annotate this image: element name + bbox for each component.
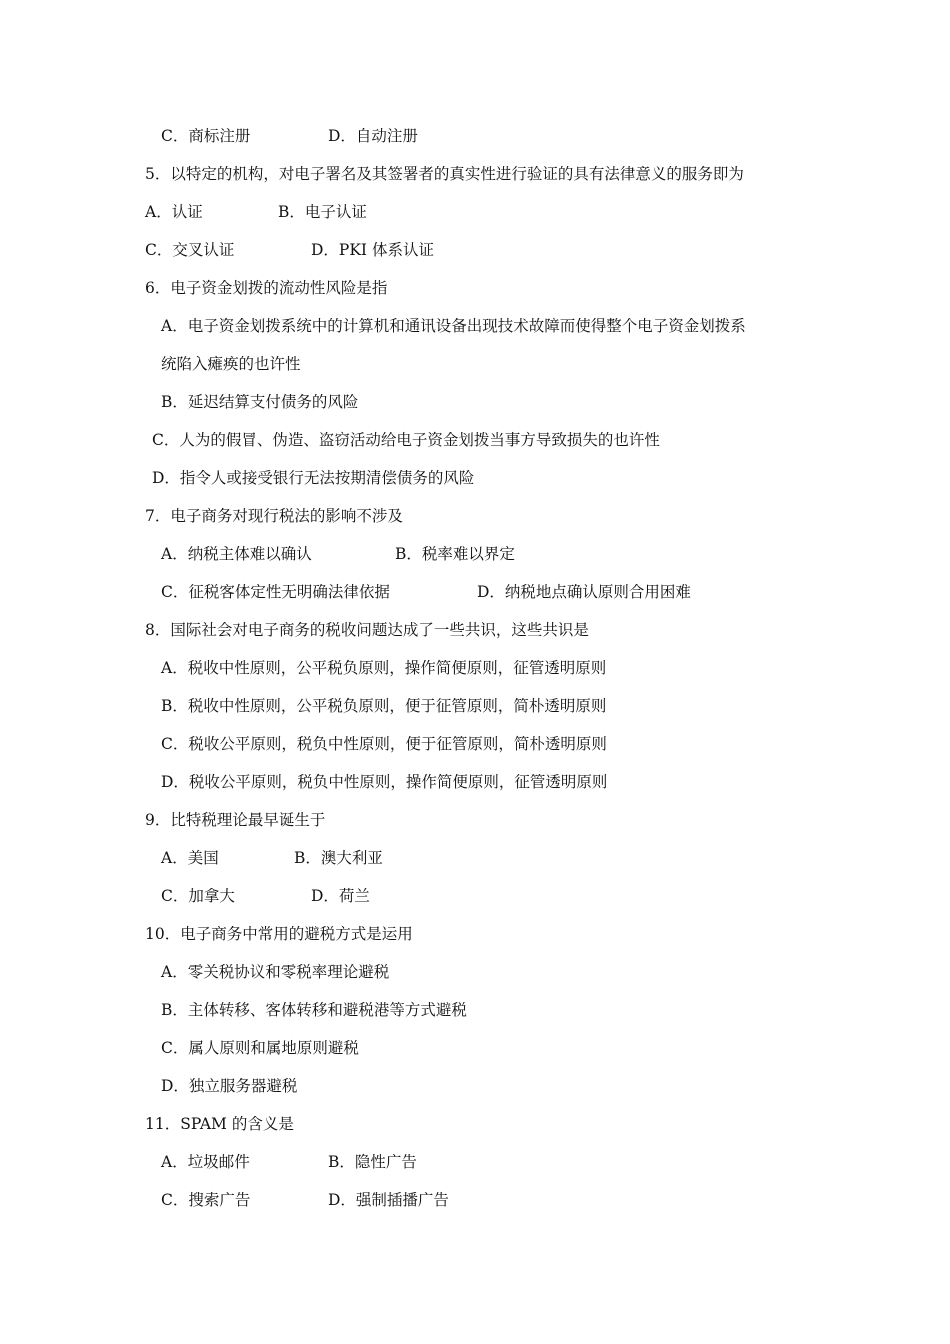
option-line [161,582,691,602]
option-d: D．税收公平原则，税负中性原则，操作简便原则，征管透明原则 [161,773,608,791]
option-b: B．电子认证 [278,203,367,221]
option-d: D．强制插播广告 [328,1191,449,1209]
option-b: B．澳大利亚 [294,849,383,867]
option-c: C．属人原则和属地原则避税 [161,1039,359,1057]
option-d: D．自动注册 [328,127,418,145]
question-6: 6．电子资金划拨的流动性风险是指 [145,279,388,297]
option-line [161,886,370,906]
option-c: C．征税客体定性无明确法律依据 [161,583,390,601]
option-b: B．税率难以界定 [395,545,515,563]
option-c: C．交叉认证 [145,241,235,259]
question-10: 10．电子商务中常用的避税方式是运用 [145,925,413,943]
option-a: A．零关税协议和零税率理论避税 [161,963,390,981]
option-line [161,1190,449,1210]
option-b: B．延迟结算支付债务的风险 [161,393,359,411]
option-c: C．商标注册 [161,127,251,145]
question-8: 8．国际社会对电子商务的税收问题达成了一些共识，这些共识是 [145,621,589,639]
option-line [161,1152,417,1172]
option-b: B．隐性广告 [328,1153,417,1171]
option-d: D．指令人或接受银行无法按期清偿债务的风险 [152,469,475,487]
option-b: B．税收中性原则，公平税负原则，便于征管原则，简朴透明原则 [161,697,607,715]
option-line [161,848,383,868]
option-c: C．搜索广告 [161,1191,251,1209]
option-line [145,240,434,260]
option-d: D．纳税地点确认原则合用困难 [477,583,691,601]
option-line [145,202,367,222]
option-a-continued: 统陷入瘫痪的也许性 [161,355,301,373]
question-9: 9．比特税理论最早诞生于 [145,811,326,829]
option-line [161,544,515,564]
question-5: 5．以特定的机构，对电子署名及其签署者的真实性进行验证的具有法律意义的服务即为 [145,165,744,183]
option-d: D．独立服务器避税 [161,1077,298,1095]
option-a: A．税收中性原则，公平税负原则，操作简便原则，征管透明原则 [161,659,607,677]
option-a: A．电子资金划拨系统中的计算机和通讯设备出现技术故障而使得整个电子资金划拨系 [161,317,746,335]
question-11: 11．SPAM 的含义是 [145,1115,294,1133]
option-line [161,126,418,146]
option-c: C．税收公平原则，税负中性原则，便于征管原则，简朴透明原则 [161,735,607,753]
option-d: D．荷兰 [311,887,370,905]
option-a: A．美国 [161,849,219,867]
option-a: A．纳税主体难以确认 [161,545,312,563]
question-7: 7．电子商务对现行税法的影响不涉及 [145,507,403,525]
option-a: A．垃圾邮件 [161,1153,250,1171]
option-d: D．PKI 体系认证 [311,241,434,259]
option-c: C．加拿大 [161,887,235,905]
option-c: C．人为的假冒、伪造、盗窃活动给电子资金划拨当事方导致损失的也许性 [152,431,660,449]
option-b: B．主体转移、客体转移和避税港等方式避税 [161,1001,467,1019]
option-a: A．认证 [145,203,203,221]
